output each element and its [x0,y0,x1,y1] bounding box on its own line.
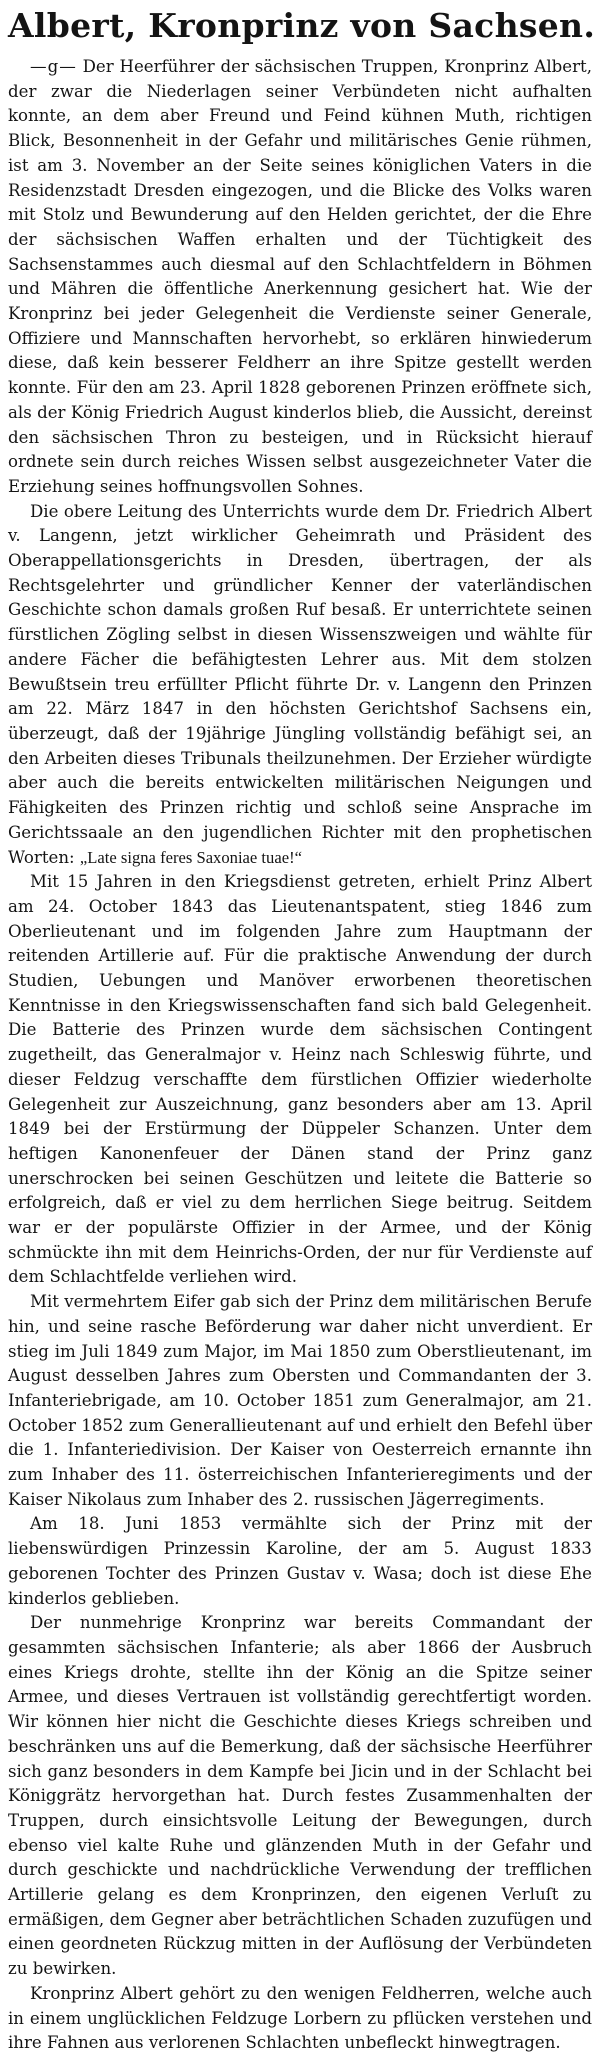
latin-quote: „Late signa feres Saxoniae tuae!“ [79,847,302,867]
paragraph-text: Mit vermehrtem Eifer gab sich der Prinz dem militärischen Berufe hin, und seine rasche Beförderung war daher nicht unverdient. Er stieg im Juli 1849 zum Major, im Mai 1850 zum Oberstlieutenant, im August desselben Jahres zum Obersten und Commandanten der 3. Infanteriebrigade, am 10. October 1851 zum Generalmajor, am 21. October 1852 zum Generallieutenant auf und erhielt den Befehl über die 1. Infanteriedivision. Der Kaiser von Oesterreich ernannte ihn zum Inhaber des 11. österreichischen Infanterieregiments und der Kaiser Nikolaus zum Inhaber des 2. russischen Jägerregiments. [8,1292,592,1509]
article-paragraph-5 [8,1512,592,1611]
article-paragraph-6 [8,1611,592,1982]
author-byline: —g— [30,57,77,76]
article-body [8,55,592,2056]
paragraph-text: Mit 15 Jahren in den Kriegsdienst getreten, erhielt Prinz Albert am 24. October 1843 das Lieutenantspatent, stieg 1846 zum Oberlieutenant und im folgenden Jahre zum Hauptmann der reitenden Artillerie auf. Für die praktische Anwendung der durch Studien, Uebungen und Manöver erworbenen theoretischen Kenntnisse in den Kriegswissenschaften fand sich bald Gelegenheit. Die Batterie des Prinzen wurde dem sächsischen Contingent zugetheilt, das Generalmajor v. Heinz nach Schleswig führte, und dieser Feldzug verschaffte dem fürstlichen Offizier wiederholte Gelegenheit zur Auszeichnung, ganz besonders aber am 13. April 1849 bei der Erstürmung der Düppeler Schanzen. Unter dem heftigen Kanonenfeuer der Dänen stand der Prinz ganz unerschrocken bei seinen Geschützen und leitete die Batterie so erfolgreich, daß er viel zu dem herrlichen Siege beitrug. Seitdem war er der populärste Offizier in der Armee, und der König schmückte ihn mit dem Heinrichs-Orden, der nur für Verdienste auf dem Schlachtfelde verliehen wird. [8,872,592,1287]
paragraph-text: Der nunmehrige Kronprinz war bereits Commandant der gesammten sächsischen Infanterie; als aber 1866 der Ausbruch eines Kriegs drohte, stellte ihn der König an die Spitze seiner Armee, und dieses Vertrauen ist vollständig gerechtfertigt worden. Wir können hier nicht die Geschichte dieses Kriegs schreiben und beschränken uns auf die Bemerkung, daß der sächsische Heerführer sich ganz besonders in dem Kampfe bei Jicin und in der Schlacht bei Königgrätz hervorgethan hat. Durch festes Zusammenhalten der Truppen, durch einsichtsvolle Leitung der Bewegungen, durch ebenso viel kalte Ruhe und glänzenden Muth in der Gefahr und durch geschickte und nachdrückliche Verwendung der trefflichen Artillerie gelang es dem Kronprinzen, den eigenen Verluſt zu ermäßigen, dem Gegner aber beträchtlichen Schaden zuzufügen und einen geordneten Rückzug mitten in der Auflösung der Verbündeten zu bewirken. [8,1613,592,1979]
article-paragraph-3 [8,870,592,1290]
paragraph-text: Am 18. Juni 1853 vermählte sich der Prinz mit der liebenswürdigen Prinzessin Karoline, der am 5. August 1833 geborenen Tochter des Prinzen Gustav v. Wasa; doch ist diese Ehe kinderlos geblieben. [8,1514,592,1608]
article-paragraph-4 [8,1290,592,1512]
article-title: Albert, Kronprinz von Sachsen. [8,6,596,45]
paragraph-text: Kronprinz Albert gehört zu den wenigen Feldherren, welche auch in einem unglücklichen Feldzuge Lorbern zu pflücken verstehen und ihre Fahnen aus verlorenen Schlachten unbefleckt hinwegtragen. [8,1983,592,2053]
article-paragraph-1 [8,55,592,500]
paragraph-text: Der Heerführer der sächsischen Truppen, Kronprinz Albert, der zwar die Niederlagen seiner Verbündeten nicht aufhalten konnte, an dem aber Freund und Feind kühnen Muth, richtigen Blick, Besonnenheit in der Gefahr und militärisches Genie rühmen, ist am 3. November an der Seite seines königlichen Vaters in die Residenzstadt Dresden eingezogen, und die Blicke des Volks waren mit Stolz und Bewunderung auf den Helden gerichtet, der die Ehre der sächsischen Waffen erhalten und der Tüchtigkeit des Sachsenstammes auch diesmal auf den Schlachtfeldern in Böhmen und Mähren die öffentliche Anerkennung gesichert hat. Wie der Kronprinz bei jeder Gelegenheit die Verdienste seiner Generale, Offiziere und Mannschaften hervorhebt, so erklären hinwiederum diese, daß kein besserer Feldherr an ihre Spitze gestellt werden konnte. Für den am 23. April 1828 geborenen Prinzen eröffnete sich, als der König Friedrich August kinderlos blieb, die Aussicht, dereinst den sächsischen Thron zu besteigen, und in Rücksicht hierauf ordnete sein durch reiches Wissen selbst ausgezeichneter Vater die Erziehung seines hoffnungsvollen Sohnes. [8,57,592,496]
article-paragraph-2 [8,500,592,871]
paragraph-text: Die obere Leitung des Unterrichts wurde dem Dr. Friedrich Albert v. Langenn, jetzt wirklicher Geheimrath und Präsident des Oberappellationsgerichts in Dresden, übertragen, der als Rechtsgelehrter und gründlicher Kenner der vaterländischen Geschichte schon damals großen Ruf besaß. Er unterrichtete seinen fürstlichen Zögling selbst in diesen Wissenszweigen und wählte für andere Fächer die befähigtesten Lehrer aus. Mit dem stolzen Bewußtsein treu erfüllter Pflicht führte Dr. v. Langenn den Prinzen am 22. März 1847 in den höchsten Gerichtshof Sachsens ein, überzeugt, daß der 19jährige Jüngling vollständig befähigt sei, an den Arbeiten dieses Tribunals theilzunehmen. Der Erzieher würdigte aber auch die bereits entwickelten militärischen Neigungen und Fähigkeiten des Prinzen richtig und schloß seine Ansprache im Gerichtssaale an den jugendlichen Richter mit den prophetischen Worten: [8,501,592,867]
article-paragraph-7 [8,1982,592,2056]
